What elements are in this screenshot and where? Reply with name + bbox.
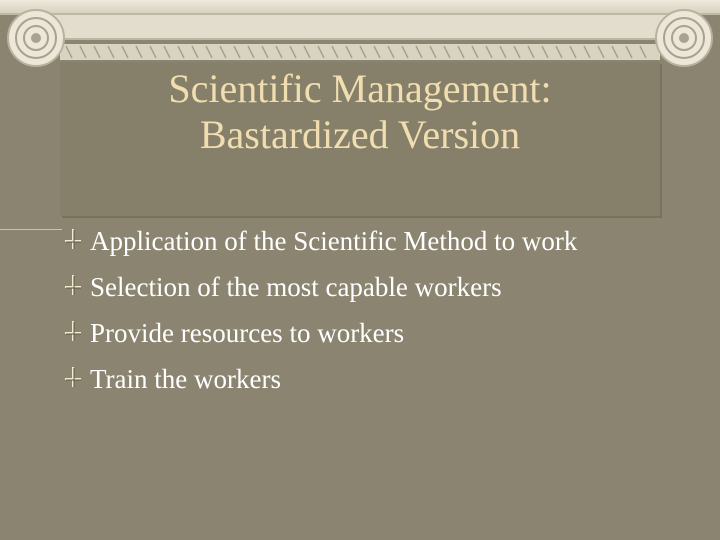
cross-bullet-icon xyxy=(64,320,82,342)
bullet-text: Selection of the most capable workers xyxy=(90,272,502,302)
bullet-text: Train the workers xyxy=(90,364,281,394)
cross-bullet-icon xyxy=(64,228,82,250)
column-capital-decoration xyxy=(0,0,720,70)
left-volute-icon xyxy=(8,10,64,66)
cross-bullet-icon xyxy=(64,274,82,296)
slide-title-line: Bastardized Version xyxy=(199,112,521,157)
bullet-item xyxy=(64,222,624,260)
divider xyxy=(0,229,62,230)
bullet-text: Application of the Scientific Method to work xyxy=(90,226,578,256)
right-volute-icon xyxy=(656,10,712,66)
bullet-item xyxy=(64,360,624,398)
bullet-item xyxy=(64,314,624,352)
bullet-list xyxy=(64,222,624,406)
slide-title-line: Scientific Management: xyxy=(168,66,552,111)
bullet-item xyxy=(64,268,624,306)
slide-title xyxy=(60,66,660,158)
cross-bullet-icon xyxy=(64,366,82,388)
bullet-text: Provide resources to workers xyxy=(90,318,405,348)
